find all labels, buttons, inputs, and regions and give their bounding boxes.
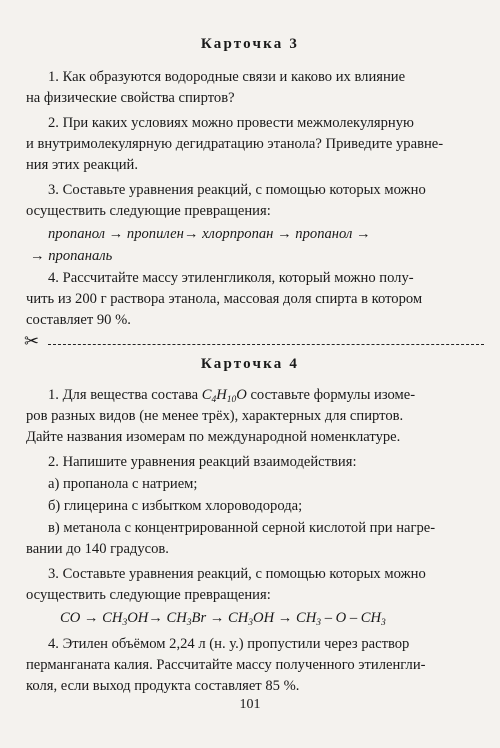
page-number: 101 bbox=[239, 697, 261, 712]
card3-chain-line2: → пропаналь bbox=[30, 248, 113, 264]
card3-q2-line3: ния этих реакций. bbox=[26, 157, 138, 173]
card3-q3-line1: 3. Составьте уравнения реакций, с помощью которых можно bbox=[48, 182, 426, 198]
card3-q2-line2: и внутримолекулярную дегидратацию этанола? Приведите уравне- bbox=[26, 136, 444, 152]
card3-q4-line1: 4. Рассчитайте массу этиленгликоля, который можно полу- bbox=[48, 270, 414, 286]
card4-q2-a: а) пропанола с натрием; bbox=[48, 476, 198, 492]
card4-q3-line1: 3. Составьте уравнения реакций, с помощью которых можно bbox=[48, 566, 426, 582]
card4-chain: CO → $CH_3OH\to CH_3Br \to CH_3OH \to CH_3 - O - CH_3$ bbox=[60, 610, 386, 628]
card3-q1-line1: 1. Как образуются водородные связи и каково их влияние bbox=[48, 69, 406, 85]
card3-q2-line1: 2. При каких условиях можно провести межмолекулярную bbox=[48, 115, 414, 131]
cut-line bbox=[24, 333, 484, 353]
card3-q3-line2: осуществить следующие превращения: bbox=[26, 203, 271, 219]
card4-q4-line1: 4. Этилен объёмом 2,24 л (н. у.) пропустили через раствор bbox=[48, 636, 410, 652]
card4-q4-line2: перманганата калия. Рассчитайте массу полученного этиленгли- bbox=[26, 657, 426, 673]
card4-title: Карточка 4 bbox=[200, 356, 300, 372]
card3-q4-line3: составляет 90 %. bbox=[26, 312, 131, 328]
card4-q1-formula: $C_4H_{10}O$ bbox=[201, 387, 247, 405]
card4-q2-line: 2. Напишите уравнения реакций взаимодействия: bbox=[48, 454, 357, 470]
card4-q2-b: б) глицерина с избытком хлороводорода; bbox=[48, 498, 303, 514]
card4-q3-line2: осуществить следующие превращения: bbox=[26, 587, 271, 603]
dashed-divider bbox=[48, 344, 484, 345]
card3-title: Карточка 3 bbox=[200, 36, 300, 52]
scissors-icon: ✂ bbox=[24, 331, 40, 351]
card4-q2-c-line1: в) метанола с концентрированной серной кислотой при нагре- bbox=[48, 520, 436, 536]
card4-q1-line2: ров разных видов (не менее трёх), характерных для спиртов. bbox=[26, 408, 404, 424]
card4-q1-line3: Дайте названия изомерам по международной номенклатуре. bbox=[26, 429, 401, 445]
card3-chain-line1: пропанол → пропилен→ хлорпропан → пропанол → bbox=[48, 226, 371, 242]
card4-q4-line3: коля, если выход продукта составляет 85 %. bbox=[26, 678, 300, 694]
card4-q2-c-line2: вании до 140 градусов. bbox=[26, 541, 169, 557]
card3-q4-line2: чить из 200 г раствора этанола, массовая доля спирта в котором bbox=[26, 291, 423, 307]
card3-q1-line2: на физические свойства спиртов? bbox=[26, 90, 235, 106]
card4-q1-line1: 1. Для вещества состава $C_4H_{10}O$ составьте формулы изоме- bbox=[48, 387, 416, 405]
